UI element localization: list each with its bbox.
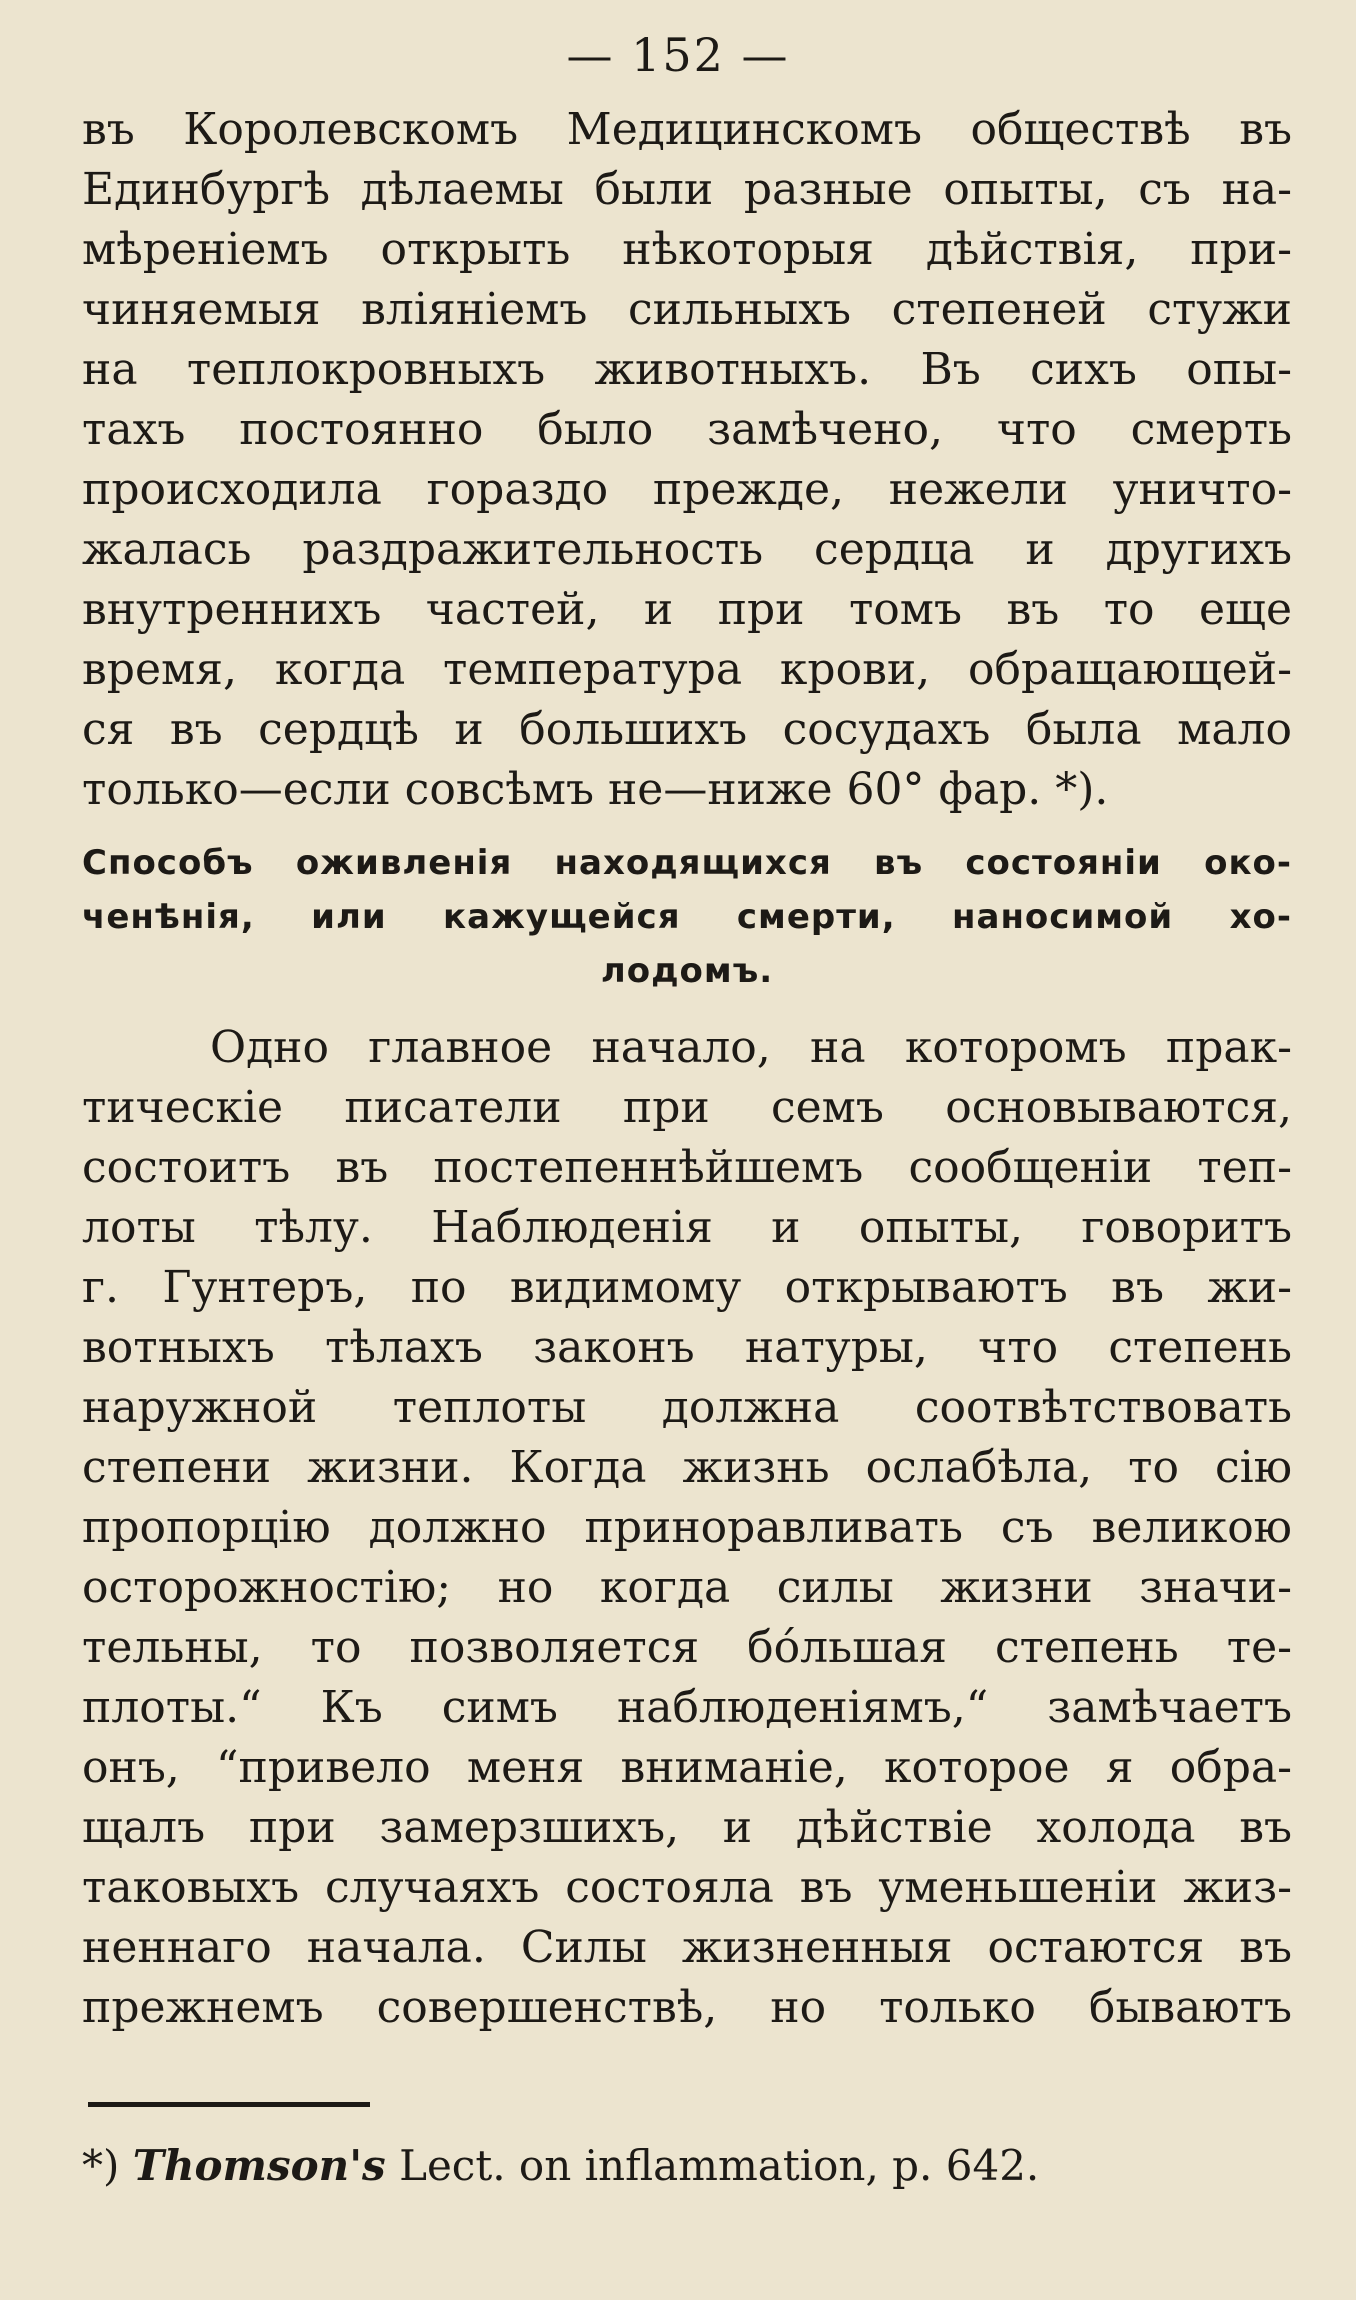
text-line: наружной теплоты должна соотвѣтствовать [82,1382,1292,1433]
text-line: лоты тѣлу. Наблюденія и опыты, говоритъ [82,1202,1292,1253]
text-line: неннаго начала. Силы жизненныя остаются въ [82,1922,1292,1973]
text-line: время, когда температура крови, обращающей- [82,644,1292,695]
text-line: мѣреніемъ открыть нѣкоторыя дѣйствія, при- [82,224,1292,275]
text-line: только—если совсѣмъ не—ниже 60° фар. *). [82,764,1109,815]
text-line: внутреннихъ частей, и при томъ въ то еще [82,584,1292,635]
text-line: тическіе писатели при семъ основываются, [82,1082,1292,1133]
text-line: плоты.“ Къ симъ наблюденіямъ,“ замѣчаетъ [82,1682,1292,1733]
text-line: происходила гораздо прежде, нежели уничто- [82,464,1292,515]
page-number: — 152 — [566,28,790,82]
text-line: ся въ сердцѣ и большихъ сосудахъ была мало [82,704,1292,755]
text-line: вотныхъ тѣлахъ законъ натуры, что степень [82,1322,1292,1373]
text-line: таковыхъ случаяхъ состояла въ уменьшеніи жиз- [82,1862,1292,1913]
section-heading-line: лодомъ. [600,951,774,991]
text-line: щалъ при замерзшихъ, и дѣйствіе холода въ [82,1802,1292,1853]
text-line: Одно главное начало, на которомъ прак- [210,1022,1292,1073]
text-line: на теплокровныхъ животныхъ. Въ сихъ опы- [82,344,1292,395]
footnote [82,2138,1039,2194]
text-line: въ Королевскомъ Медицинскомъ обществѣ въ [82,104,1292,155]
text-line: онъ, “привело меня вниманіе, которое я обра- [82,1742,1292,1793]
text-line: состоитъ въ постепеннѣйшемъ сообщеніи теп- [82,1142,1292,1193]
text-line: прежнемъ совершенствѣ, но только бываютъ [82,1982,1292,2033]
text-line: степени жизни. Когда жизнь ослабѣла, то сію [82,1442,1292,1493]
text-line: Единбургѣ дѣлаемы были разные опыты, съ на- [82,164,1292,215]
text-line: тахъ постоянно было замѣчено, что смерть [82,404,1292,455]
footnote-marker: *) [82,2141,120,2190]
section-heading-line: Способъ оживленія находящихся въ состояніи око- [82,843,1292,883]
text-line: осторожностію; но когда силы жизни значи- [82,1562,1292,1613]
text-line: тельны, то позволяется бо́льшая степень те- [82,1622,1292,1673]
text-line: жалась раздражительность сердца и другихъ [82,524,1292,575]
footnote-text: Lect. on inflammation, p. 642. [399,2141,1040,2190]
footnote-author: Thomson's [132,2141,386,2190]
section-heading-line: ченѣнія, или кажущейся смерти, наносимой хо- [82,897,1292,937]
text-line: пропорцію должно приноравливать съ великою [82,1502,1292,1553]
footnote-divider [88,2102,370,2107]
text-line: г. Гунтеръ, по видимому открываютъ въ жи- [82,1262,1292,1313]
text-line: чиняемыя вліяніемъ сильныхъ степеней стужи [82,284,1292,335]
